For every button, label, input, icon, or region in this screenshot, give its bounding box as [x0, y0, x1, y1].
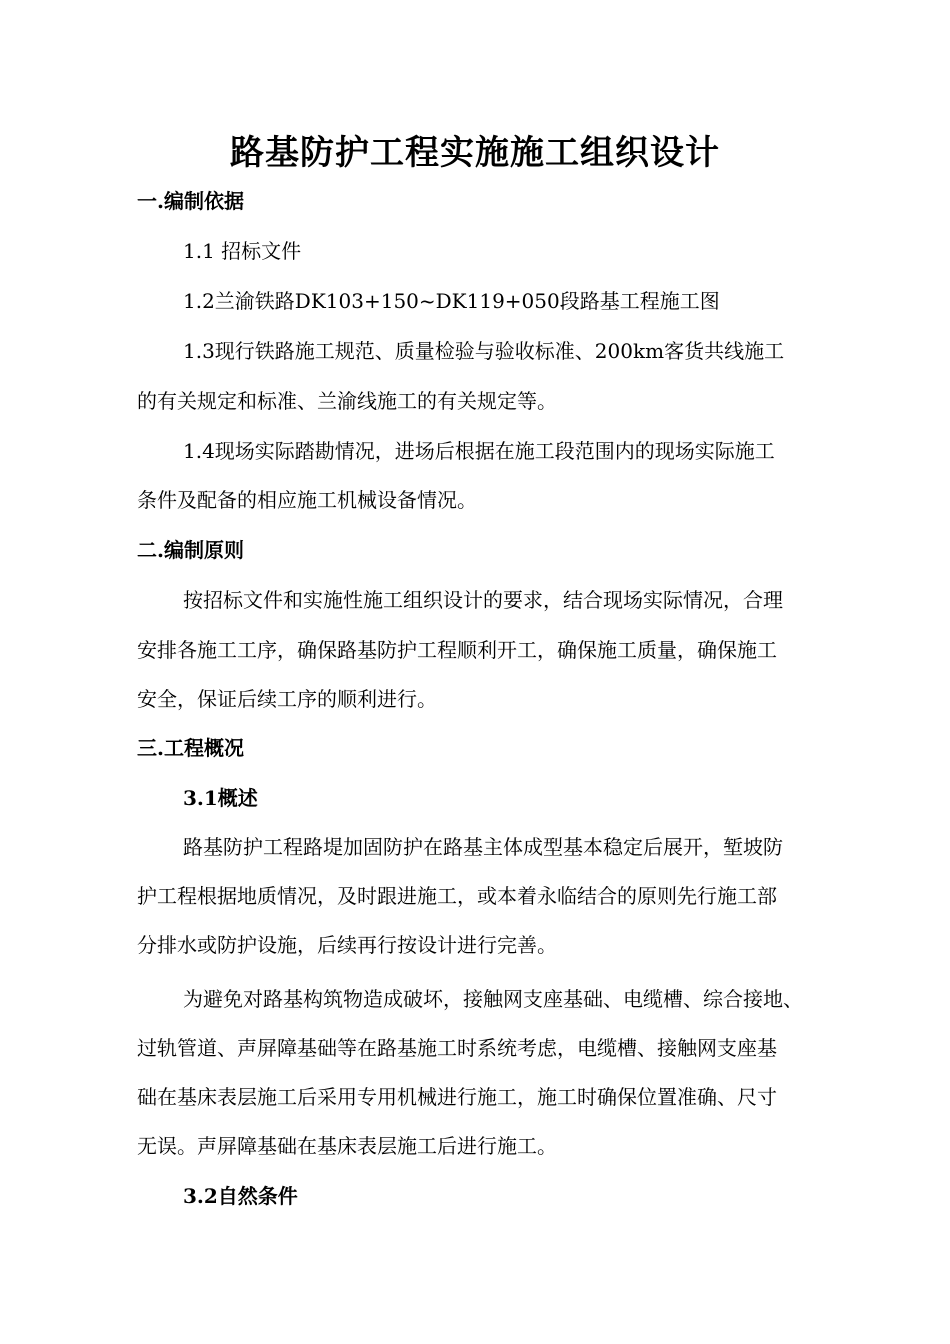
- paragraph-line: 安全，保证后续工序的顺利进行。: [137, 687, 437, 711]
- section-heading-1: 一.编制依据: [137, 189, 244, 213]
- paragraph-line: 的有关规定和标准、兰渝线施工的有关规定等。: [137, 389, 557, 413]
- paragraph-line: 无误。声屏障基础在基床表层施工后进行施工。: [137, 1134, 557, 1158]
- paragraph-line: 条件及配备的相应施工机械设备情况。: [137, 488, 477, 512]
- paragraph-line: 分排水或防护设施，后续再行按设计进行完善。: [137, 933, 557, 957]
- paragraph-line: 1.1 招标文件: [183, 239, 302, 263]
- paragraph-line: 路基防护工程路堤加固防护在路基主体成型基本稳定后展开，堑坡防: [183, 835, 783, 859]
- paragraph-line: 过轨管道、声屏障基础等在路基施工时系统考虑，电缆槽、接触网支座基: [137, 1036, 777, 1060]
- subsection-heading-3-2: 3.2自然条件: [183, 1184, 298, 1208]
- paragraph-line: 护工程根据地质情况，及时跟进施工，或本着永临结合的原则先行施工部: [137, 884, 777, 908]
- paragraph-line: 1.3现行铁路施工规范、质量检验与验收标准、200km客货共线施工: [183, 339, 785, 363]
- paragraph-line: 按招标文件和实施性施工组织设计的要求，结合现场实际情况，合理: [183, 588, 783, 612]
- subsection-heading-3-1: 3.1概述: [183, 786, 258, 810]
- section-heading-2: 二.编制原则: [137, 538, 244, 562]
- paragraph-line: 1.2兰渝铁路DK103+150~DK119+050段路基工程施工图: [183, 289, 720, 313]
- section-heading-3: 三.工程概况: [137, 736, 244, 760]
- document-title: 路基防护工程实施施工组织设计: [230, 133, 720, 173]
- paragraph-line: 1.4现场实际踏勘情况，进场后根据在施工段范围内的现场实际施工: [183, 439, 775, 463]
- paragraph-line: 础在基床表层施工后采用专用机械进行施工，施工时确保位置准确、尺寸: [137, 1085, 777, 1109]
- paragraph-line: 为避免对路基构筑物造成破坏，接触网支座基础、电缆槽、综合接地、: [183, 987, 803, 1011]
- paragraph-line: 安排各施工工序，确保路基防护工程顺利开工，确保施工质量，确保施工: [137, 638, 777, 662]
